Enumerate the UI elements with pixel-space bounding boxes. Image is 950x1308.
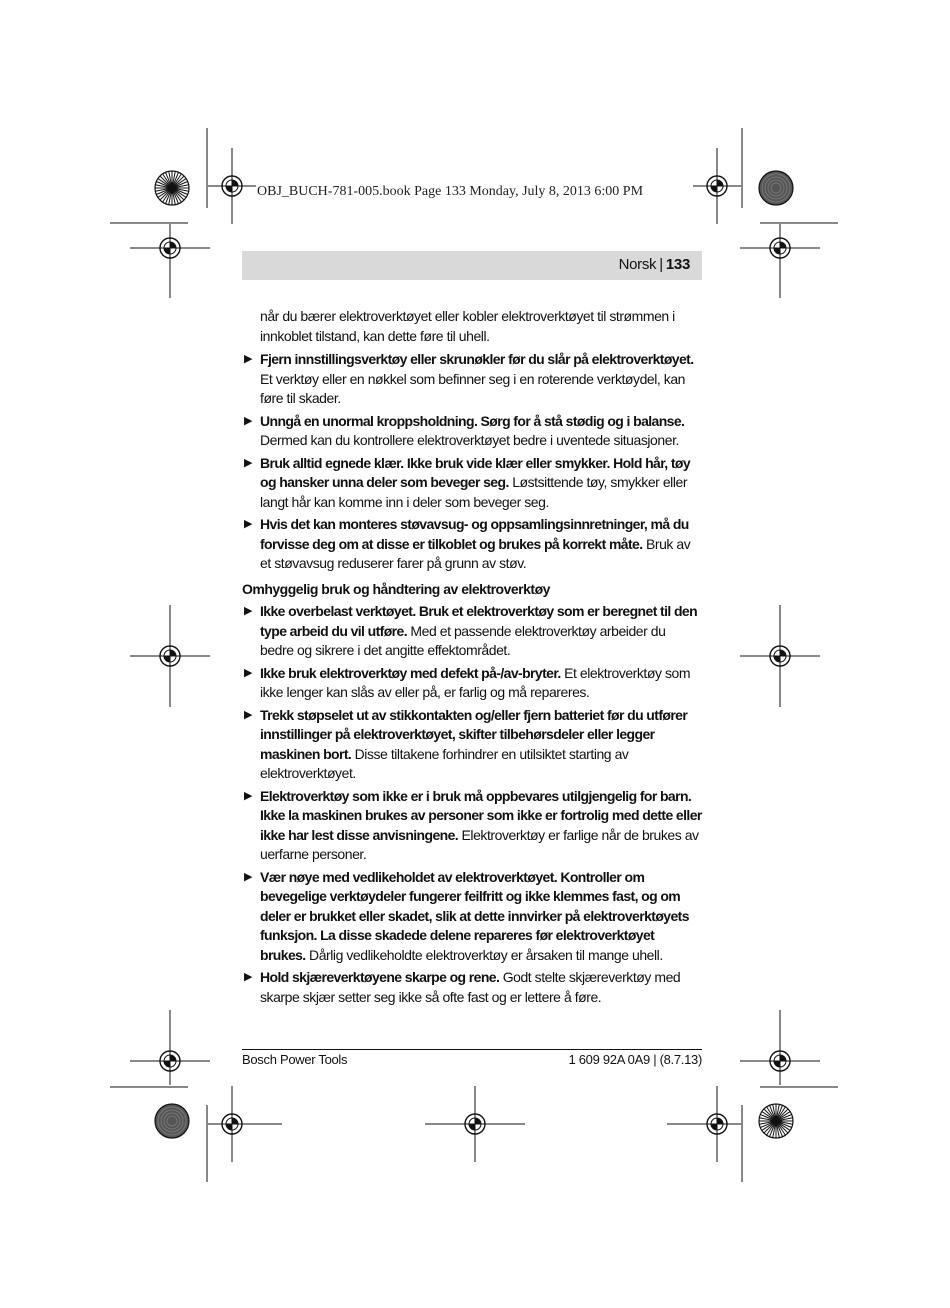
item-text: Elektroverktøy er farlige når de brukes av uerfarne personer. [260, 826, 699, 862]
footer-rule [242, 1049, 702, 1050]
item-bold: Ikke bruk elektroverktøy med defekt på-/av-bryter. [260, 664, 561, 681]
item-bold: Trekk støpselet ut av stikkontakten og/eller fjern batteriet før du utfører innstillinger på elektroverktøyet, skifter tilbehørsdeler eller legger maskinen bort. [260, 706, 688, 762]
item-bold: Ikke overbelast verktøyet. Bruk et elektroverktøy som er beregnet til den type arbeid du vil utføre. [260, 603, 698, 639]
header-language: Norsk [618, 256, 657, 273]
list-item [242, 968, 702, 1007]
main-content [242, 307, 702, 1010]
list-item [242, 412, 702, 451]
item-text: Godt stelte skjæreverktøy med skarpe skjær setter seg ikke så ofte fast og er lettere å føre. [260, 969, 681, 1005]
item-text: Bruk av et støvavsug reduserer farer på grunn av støv. [260, 535, 691, 571]
bullet-arrow-icon: ▶ [244, 518, 253, 530]
slug-line: OBJ_BUCH-781-005.book Page 133 Monday, July 8, 2013 6:00 PM [257, 184, 644, 199]
item-bold: Hold skjæreverktøyene skarpe og rene. [260, 969, 500, 985]
bullet-arrow-icon: ▶ [244, 666, 253, 679]
bullet-arrow-icon: ▶ [244, 456, 253, 469]
list-item [242, 454, 702, 513]
footer-publisher: Bosch Power Tools [242, 1052, 348, 1067]
item-text: Et elektroverktøy som ikke lenger kan slås av eller på, er farlig og må repareres. [260, 664, 691, 700]
bullet-arrow-icon: ▶ [244, 870, 253, 883]
footer-doc-number: 1 609 92A 0A9 | (8.7.13) [568, 1052, 702, 1067]
item-text: Med et passende elektroverktøy arbeider du bedre og sikrere i det angitte effektområdet. [260, 622, 666, 658]
list-item [242, 350, 702, 409]
item-text: Dermed kan du kontrollere elektroverktøyet bedre i uventede situasjoner. [260, 432, 679, 448]
list-item [242, 602, 702, 661]
item-text: Disse tiltakene forhindrer en utilsiktet starting av elektroverktøyet. [260, 745, 629, 781]
list-item [242, 706, 702, 784]
list-item [242, 664, 702, 703]
intro-continuation: når du bærer elektroverktøyet eller kobler elektroverktøyet til strømmen i innkoblet tilstand, kan dette føre til uhell. [260, 308, 675, 344]
bullet-arrow-icon: ▶ [244, 414, 253, 427]
list-item [242, 515, 702, 574]
page-number: 133 [665, 256, 690, 273]
item-bold: Elektroverktøy som ikke er i bruk må oppbevares utilgjengelig for barn. Ikke la maskinen brukes av personer som ikke er fortrolig med dette eller ikke har lest disse anvisningene. [260, 787, 702, 843]
item-bold: Bruk alltid egnede klær. Ikke bruk vide klær eller smykker. Hold hår, tøy og hansker unna deler som beveger seg. [260, 454, 691, 490]
header-text [619, 256, 690, 273]
bullet-arrow-icon: ▶ [244, 353, 253, 365]
page-header [242, 251, 702, 280]
list-item [242, 868, 702, 966]
item-bold: Vær nøye med vedlikeholdet av elektroverktøyet. Kontroller om bevegelige verktøydeler fungerer feilfritt og ikke klemmes fast, og om deler er brukket eller skadet, slik at dette innvirker på elektroverktøyets funksjon. La disse skadede delene repareres før elektroverktøyet brukes. [260, 868, 689, 963]
item-text: Dårlig vedlikeholdte elektroverktøy er årsaken til mange uhell. [305, 946, 663, 963]
bullet-arrow-icon: ▶ [244, 971, 253, 983]
section-heading: Omhyggelig bruk og håndtering av elektroverktøy [242, 580, 550, 597]
item-bold: Unngå en unormal kroppsholdning. Sørg for å stå stødig og i balanse. [260, 412, 685, 429]
item-text: Et verktøy eller en nøkkel som befinner seg i en roterende verktøydel, kan føre til skader. [260, 370, 686, 406]
list-item [242, 787, 702, 865]
bullet-arrow-icon: ▶ [244, 789, 253, 802]
bullet-arrow-icon: ▶ [244, 708, 253, 721]
header-separator: | [659, 256, 663, 273]
item-bold: Hvis det kan monteres støvavsug- og oppsamlingsinnretninger, må du forvisse deg om at disse er tilkoblet og brukes på korrekt måte. [260, 516, 689, 552]
item-bold: Fjern innstillingsverktøy eller skrunøkler før du slår på elektroverktøyet. [260, 351, 694, 367]
item-text: Løstsittende tøy, smykker eller langt hår kan komme inn i deler som beveger seg. [260, 474, 688, 510]
bullet-arrow-icon: ▶ [244, 605, 253, 617]
